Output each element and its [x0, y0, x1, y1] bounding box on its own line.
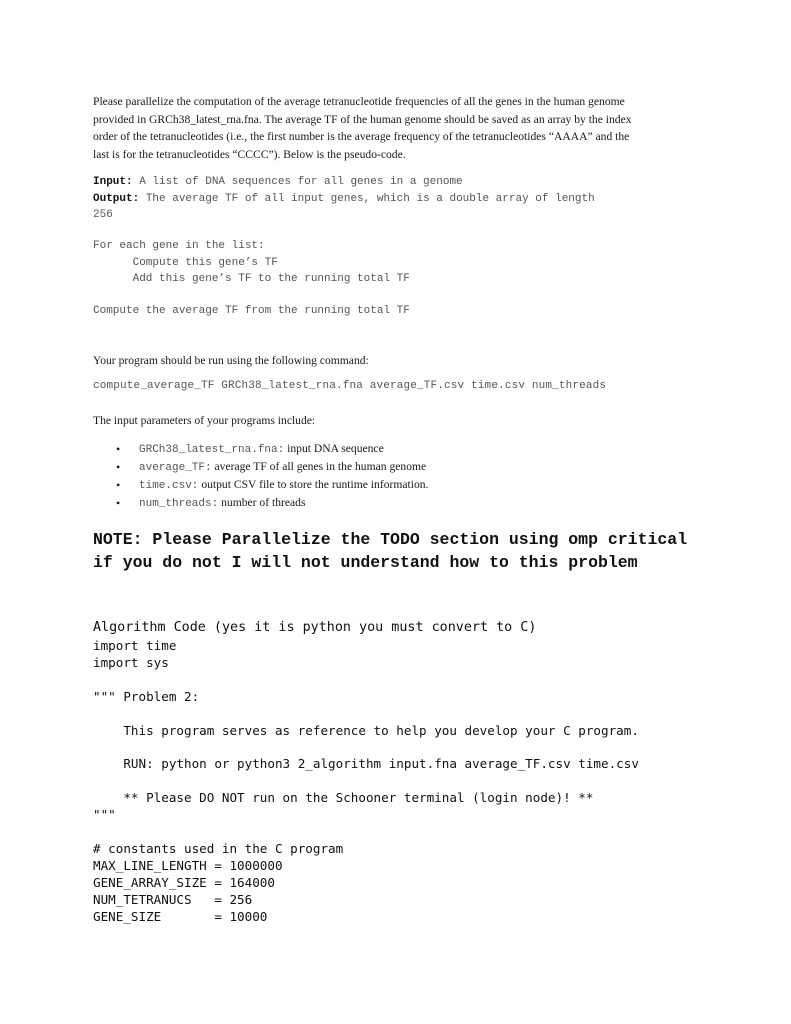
param-code: average_TF: [139, 462, 212, 474]
code-line: """ [93, 807, 116, 823]
run-command: compute_average_TF GRCh38_latest_rna.fna average_TF.csv time.csv num_threads [93, 380, 607, 392]
code-line: MAX_LINE_LENGTH = 1000000 [93, 857, 283, 873]
code-line: GENE_SIZE = 10000 [93, 908, 268, 924]
pseudo-output-cont: 256 [93, 209, 113, 221]
intro-line: Please parallelize the computation of the average tetranucleotide frequencies of all the genes in the human genome [93, 95, 625, 108]
pseudo-input [93, 174, 595, 191]
code-line [93, 824, 639, 841]
params-intro: The input parameters of your programs include: [93, 414, 316, 427]
code-line: ** Please DO NOT run on the Schooner terminal (login node)! ** [93, 790, 594, 806]
input-text: A list of DNA sequences for all genes in a genome [132, 176, 463, 188]
pseudo-code-loop [93, 238, 410, 288]
code-line: # constants used in the C program [93, 840, 344, 856]
param-desc: output CSV file to store the runtime information. [198, 478, 429, 491]
code-line [93, 706, 639, 723]
intro-paragraph [93, 93, 703, 163]
run-sentence: Your program should be run using the following command: [93, 354, 369, 367]
algorithm-code [93, 638, 639, 925]
params-list [117, 440, 428, 512]
intro-line: order of the tetranucleotides (i.e., the first number is the average frequency of the tetranucleotides “AAAA” and the [93, 130, 630, 143]
input-label: Input: [93, 176, 133, 188]
param-code: GRCh38_latest_rna.fna: [139, 444, 285, 456]
output-label: Output: [93, 192, 140, 205]
note-text: NOTE: Please Parallelize the TODO section using omp critical if you do not I will not understand how to this problem [93, 530, 688, 572]
param-desc: input DNA sequence [284, 442, 384, 455]
param-code: time.csv: [139, 480, 199, 492]
pseudo-step: Add this gene’s TF to the running total TF [93, 273, 410, 285]
list-item [117, 458, 428, 476]
list-item [117, 440, 428, 458]
code-line [93, 672, 639, 689]
code-line: """ Problem 2: [93, 688, 200, 704]
param-code: num_threads: [139, 498, 219, 510]
pseudo-step: Compute this gene’s TF [93, 256, 278, 269]
code-line: import time [93, 638, 177, 653]
code-line [93, 739, 639, 756]
code-line: This program serves as reference to help you develop your C program. [93, 722, 639, 738]
output-text: The average TF of all input genes, which is a double array of length [139, 192, 595, 205]
code-line: GENE_ARRAY_SIZE = 164000 [93, 874, 275, 890]
param-desc: number of threads [218, 496, 306, 509]
param-desc: average TF of all genes in the human genome [211, 460, 427, 473]
pseudo-code-io [93, 174, 595, 224]
pseudo-loop: For each gene in the list: [93, 240, 265, 252]
list-item [117, 476, 428, 494]
code-line: NUM_TETRANUCS = 256 [93, 891, 253, 907]
pseudo-final: Compute the average TF from the running total TF [93, 305, 410, 317]
pseudo-output [93, 191, 595, 208]
intro-line: last is for the tetranucleotides “CCCC”). Below is the pseudo-code. [93, 147, 406, 161]
list-item [117, 494, 428, 512]
intro-line: provided in GRCh38_latest_rna.fna. The average TF of the human genome should be saved as an array by the index [93, 112, 632, 126]
code-line: import sys [93, 654, 169, 670]
code-line: RUN: python or python3 2_algorithm input.fna average_TF.csv time.csv [93, 756, 639, 772]
code-line [93, 773, 639, 790]
algorithm-heading: Algorithm Code (yes it is python you must convert to C) [93, 620, 537, 635]
